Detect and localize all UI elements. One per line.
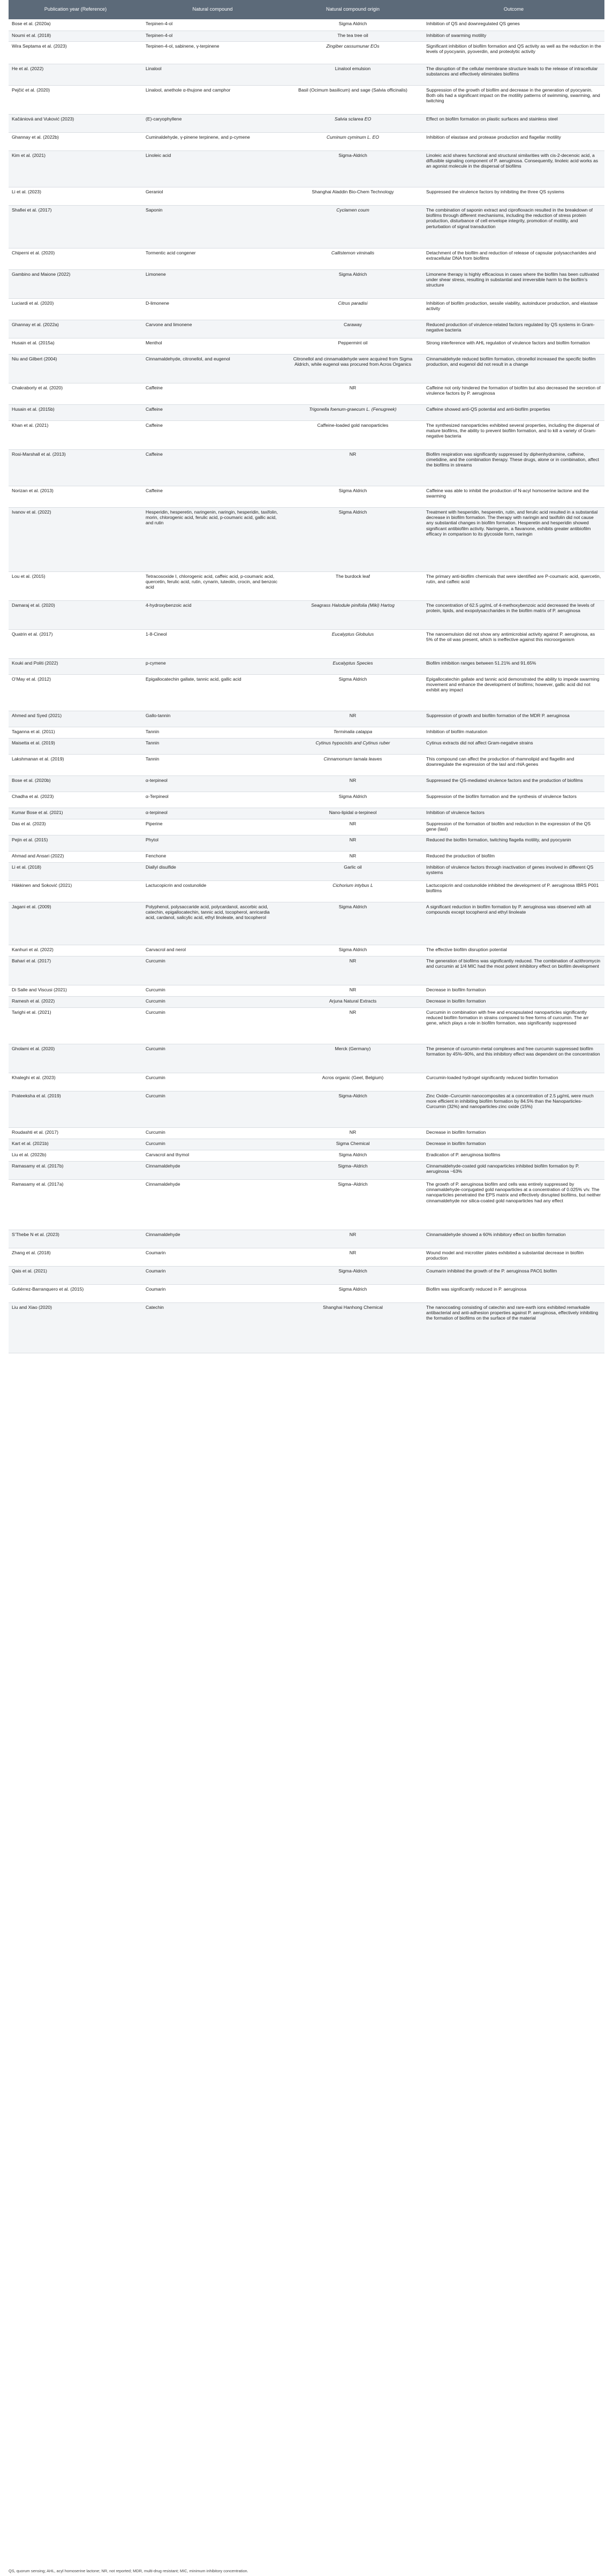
cell-outcome: The disruption of the cellular membrane structure leads to the release of intracellular substances and effectively eliminates biofilms xyxy=(423,64,604,85)
table-row xyxy=(9,629,604,658)
cell-outcome: Inhibition of biofilm maturation xyxy=(423,727,604,738)
cell-reference: Jagani et al. (2009) xyxy=(9,902,142,945)
table-row xyxy=(9,269,604,298)
cell-outcome: A significant reduction in biofilm formation by P. aeruginosa was observed with all compounds except tocopherol and ethyl linoleate xyxy=(423,902,604,945)
table-row xyxy=(9,64,604,85)
cell-reference: Chadha et al. (2023) xyxy=(9,792,142,808)
table-row xyxy=(9,320,604,338)
cell-outcome: Zinc Oxide–Curcumin nanocomposites at a concentration of 2.5 µg/mL were much more efficient in inhibiting biofilm formation by 84.5% than the Nanoparticles-Curcumin (32%) and nanoparticles-zinc oxide (15%) xyxy=(423,1091,604,1127)
table-row xyxy=(9,945,604,956)
header-natural-compound: Natural compound xyxy=(142,0,283,19)
table-row xyxy=(9,1302,604,1353)
table-row xyxy=(9,1073,604,1091)
cell-origin: Cytinus hypocistis and Cytinus ruber xyxy=(283,738,423,754)
table-row xyxy=(9,956,604,985)
cell-outcome: This compound can affect the production of rhamnolipid and flagellin and downregulate the expression of the lasI and rhlA genes xyxy=(423,754,604,775)
cell-outcome: Inhibition of virulence factors through inactivation of genes involved in different QS systems xyxy=(423,862,604,880)
cell-compound: Tannin xyxy=(142,738,283,754)
cell-outcome: Eradication of P. aeruginosa biofilms xyxy=(423,1150,604,1161)
cell-reference: Liu et al. (2022b) xyxy=(9,1150,142,1161)
cell-reference: Khaleghi et al. (2023) xyxy=(9,1073,142,1091)
table-row xyxy=(9,114,604,132)
cell-outcome: The primary anti-biofilm chemicals that were identified are P-coumaric acid, quercetin, rutin, and caffeic acid xyxy=(423,571,604,600)
cell-origin: The tea tree oil xyxy=(283,31,423,41)
cell-origin: NR xyxy=(283,775,423,792)
cell-compound: Terpinen-4-ol xyxy=(142,31,283,41)
cell-compound: Curcumin xyxy=(142,1091,283,1127)
table-row xyxy=(9,338,604,354)
table-row xyxy=(9,835,604,851)
cell-compound: Phytol xyxy=(142,835,283,851)
cell-origin: Cinnamomum tamala leaves xyxy=(283,754,423,775)
cell-outcome: Cinnamaldehyde reduced biofilm formation, citronellol increased the specific biofilm production, and eugenol did not result in a change xyxy=(423,354,604,383)
table-header xyxy=(9,0,604,19)
cell-compound: α-Terpineol xyxy=(142,792,283,808)
table-row xyxy=(9,298,604,320)
cell-compound: p-cymene xyxy=(142,658,283,674)
cell-reference: Pejin et al. (2015) xyxy=(9,835,142,851)
cell-outcome: Reduced production of virulence-related factors regulated by QS systems in Gram-negative bacteria xyxy=(423,320,604,338)
cell-origin: Merck (Germany) xyxy=(283,1044,423,1073)
cell-compound: α-terpineol xyxy=(142,775,283,792)
cell-reference: Ramesh et al. (2022) xyxy=(9,996,142,1007)
header-outcome: Outcome xyxy=(423,0,604,19)
cell-compound: Tetracosoxide I, chlorogenic acid, caffeic acid, p-coumaric acid, quercetin, ferulic acid, rutin, cynarin, luteolin, crocin, and benzoic acid xyxy=(142,571,283,600)
cell-outcome: Significant inhibition of biofilm formation and QS activity as well as the reduction in the levels of pyocyanin, pyoverdin, and proteolytic activity xyxy=(423,41,604,64)
cell-reference: Das et al. (2023) xyxy=(9,819,142,835)
cell-origin: Sigma–Aldrich xyxy=(283,1161,423,1179)
table-row xyxy=(9,19,604,31)
cell-origin: Sigma Aldrich xyxy=(283,486,423,507)
cell-reference: Ramasamy et al. (2017b) xyxy=(9,1161,142,1179)
cell-outcome: Treatment with hesperidin, hesperetin, rutin, and ferulic acid resulted in a substantial decrease in biofilm formation. The therapy with naringin and taxifolin did not cause any substantial changes in biofilm formation. Hesperetin and hesperidin showed significant antibiofilm activity. Naringenin, a flavanone, exhibits greater antibiofilm efficacy in comparison to its glycoside form, naringin xyxy=(423,507,604,571)
cell-origin: Sigma Aldrich xyxy=(283,1284,423,1302)
cell-reference: Kanhuri et al. (2022) xyxy=(9,945,142,956)
cell-origin: NR xyxy=(283,851,423,862)
cell-origin: NR xyxy=(283,1230,423,1248)
cell-compound: Menthol xyxy=(142,338,283,354)
cell-origin: NR xyxy=(283,383,423,404)
cell-origin: Garlic oil xyxy=(283,862,423,880)
cell-outcome: Reduced the production of biofilm xyxy=(423,851,604,862)
cell-reference: Di Salle and Viscusi (2021) xyxy=(9,985,142,996)
cell-outcome: Epigallocatechin gallate and tannic acid demonstrated the ability to impede swarming movement and enhance the development of biofilms; however, gallic acid did not exhibit any impact xyxy=(423,674,604,711)
cell-outcome: Inhibition of virulence factors xyxy=(423,808,604,819)
cell-reference: Kačániová and Vuković (2023) xyxy=(9,114,142,132)
cell-compound: Curcumin xyxy=(142,1073,283,1091)
cell-outcome: Inhibition of biofilm production, sessile viability, autoinducer production, and elastase activity xyxy=(423,298,604,320)
cell-origin: Sigma Aldrich xyxy=(283,792,423,808)
cell-compound: 4-hydroxybenzoic acid xyxy=(142,600,283,629)
cell-origin: Acros organic (Geel, Belgium) xyxy=(283,1073,423,1091)
table-row xyxy=(9,205,604,248)
cell-origin: Sigma Aldrich xyxy=(283,945,423,956)
cell-origin: Linalool emulsion xyxy=(283,64,423,85)
cell-outcome: The concentration of 62.5 µg/mL of 4-methoxybenzoic acid decreased the levels of protein, lipids, and exopolysaccharides in the biofilm matrix of P. aeruginosa xyxy=(423,600,604,629)
table-row xyxy=(9,674,604,711)
cell-compound: Carvacrol and nerol xyxy=(142,945,283,956)
cell-reference: Qais et al. (2021) xyxy=(9,1266,142,1284)
cell-reference: Ahmad and Ansari (2022) xyxy=(9,851,142,862)
cell-reference: Husain et al. (2015b) xyxy=(9,404,142,420)
cell-outcome: Lactucopicrin and costunolide inhibited the development of P. aeruginosa IBRS P001 biofilms xyxy=(423,880,604,902)
cell-reference: Bose et al. (2020a) xyxy=(9,19,142,31)
table-row xyxy=(9,1230,604,1248)
cell-reference: Wira Septama et al. (2023) xyxy=(9,41,142,64)
table-row xyxy=(9,738,604,754)
cell-reference: Rosi-Marshall et al. (2013) xyxy=(9,449,142,486)
cell-origin: Sigma-Aldrich xyxy=(283,1266,423,1284)
cell-reference: Luciardi et al. (2020) xyxy=(9,298,142,320)
cell-reference: Gutiérrez-Barranquero et al. (2015) xyxy=(9,1284,142,1302)
cell-reference: Kouki and Politi (2022) xyxy=(9,658,142,674)
cell-reference: Khan et al. (2021) xyxy=(9,420,142,449)
cell-reference: Häkkinen and Soković (2021) xyxy=(9,880,142,902)
cell-outcome: Suppression of the biofilm formation and the synthesis of virulence factors xyxy=(423,792,604,808)
table-row xyxy=(9,851,604,862)
cell-outcome: Biofilm was significantly reduced in P. aeruginosa xyxy=(423,1284,604,1302)
cell-compound: Tannin xyxy=(142,754,283,775)
cell-outcome: Cytinus extracts did not affect Gram-negative strains xyxy=(423,738,604,754)
cell-origin: Caraway xyxy=(283,320,423,338)
cell-origin: Sigma-Aldrich xyxy=(283,150,423,187)
table-row xyxy=(9,486,604,507)
cell-compound: Linalool, anethole α-thujone and camphor xyxy=(142,85,283,114)
cell-outcome: Caffeine showed anti-QS potential and anti-biofilm properties xyxy=(423,404,604,420)
cell-outcome: Biofilm inhibition ranges between 51.21% and 91.65% xyxy=(423,658,604,674)
cell-outcome: The generation of biofilms was significantly reduced. The combination of azithromycin and curcumin at 1/4 MIC had the most potent inhibitory effect on biofilm development xyxy=(423,956,604,985)
cell-origin: Sigma–Aldrich xyxy=(283,1179,423,1230)
cell-reference: Quatrin et al. (2017) xyxy=(9,629,142,658)
table-row xyxy=(9,1161,604,1179)
table-row xyxy=(9,1266,604,1284)
cell-reference: Lou et al. (2015) xyxy=(9,571,142,600)
table-row xyxy=(9,1007,604,1044)
cell-origin: Cyclamen coum xyxy=(283,205,423,248)
cell-compound: Cuminaldehyde, γ-pinene terpinene, and p-cymene xyxy=(142,132,283,150)
table-row xyxy=(9,775,604,792)
cell-origin: Callistemon viminalis xyxy=(283,248,423,269)
table-row xyxy=(9,862,604,880)
cell-origin: Sigma Aldrich xyxy=(283,269,423,298)
cell-reference: Maisetta et al. (2019) xyxy=(9,738,142,754)
cell-origin: Terminalia catappa xyxy=(283,727,423,738)
cell-reference: Kim et al. (2021) xyxy=(9,150,142,187)
cell-origin: NR xyxy=(283,819,423,835)
cell-origin: The burdock leaf xyxy=(283,571,423,600)
cell-compound: 1-8-Cineol xyxy=(142,629,283,658)
table-row xyxy=(9,808,604,819)
cell-origin: Trigonella foenum-graecum L. (Fenugreek) xyxy=(283,404,423,420)
cell-reference: Li et al. (2018) xyxy=(9,862,142,880)
cell-outcome: Suppression of the growth of biofilm and decrease in the generation of pyocyanin. Both oils had a significant impact on the motility patterns of swimming, swarming, and twitching xyxy=(423,85,604,114)
header-publication-year: Publication year (Reference) xyxy=(9,0,142,19)
table-row xyxy=(9,902,604,945)
cell-compound: Curcumin xyxy=(142,1007,283,1044)
table-row xyxy=(9,754,604,775)
table-row xyxy=(9,150,604,187)
cell-reference: Bose et al. (2020b) xyxy=(9,775,142,792)
cell-reference: Kart et al. (2021b) xyxy=(9,1139,142,1150)
cell-compound: Cinnamaldehyde, citronellol, and eugenol xyxy=(142,354,283,383)
cell-compound: Limonene xyxy=(142,269,283,298)
cell-reference: Roudashti et al. (2017) xyxy=(9,1127,142,1139)
cell-compound: Polyphenol, polysaccaride acid, polycardanol, ascorbic acid, catechin, epigallocatechin, tannic acid, tocopherol, anricardia acid, cardanol, salicylic acid, ethyl linoleate, and tocopherol xyxy=(142,902,283,945)
cell-outcome: Coumarin inhibited the growth of the P. aeruginosa PAO1 biofilm xyxy=(423,1266,604,1284)
cell-reference: Ghannay et al. (2022b) xyxy=(9,132,142,150)
table-row xyxy=(9,1127,604,1139)
cell-outcome: Decrease in biofilm formation xyxy=(423,1139,604,1150)
cell-outcome: Suppressed the virulence factors by inhibiting the three QS systems xyxy=(423,187,604,205)
cell-reference: Bahari et al. (2017) xyxy=(9,956,142,985)
cell-origin: Seagrass Halodule pinifolia (Miki) Hartog xyxy=(283,600,423,629)
cell-compound: Carvone and limonene xyxy=(142,320,283,338)
table-body xyxy=(9,19,604,1353)
cell-reference: He et al. (2022) xyxy=(9,64,142,85)
table-row xyxy=(9,571,604,600)
cell-reference: Pejčić et al. (2020) xyxy=(9,85,142,114)
cell-outcome: The nanocoating consisting of catechin and rare-earth ions exhibited remarkable antibacterial and anti-adhesion properties against P. aeruginosa, effectively inhibiting the formation of biofilms on the surface of the material xyxy=(423,1302,604,1353)
table-row xyxy=(9,132,604,150)
cell-compound: Diallyl disulfide xyxy=(142,862,283,880)
cell-reference: Prateeksha et al. (2019) xyxy=(9,1091,142,1127)
cell-outcome: The synthesized nanoparticles exhibited several properties, including the dispersal of mature biofilms, the ability to prevent biofilm formation, and to kill a variety of Gram-negative bacteria xyxy=(423,420,604,449)
cell-compound: Coumarin xyxy=(142,1266,283,1284)
table-row xyxy=(9,1139,604,1150)
cell-compound: Linalool xyxy=(142,64,283,85)
cell-compound: Fenchone xyxy=(142,851,283,862)
cell-reference: Ivanov et al. (2022) xyxy=(9,507,142,571)
cell-outcome: Curcumin in combination with free and encapsulated nanoparticles significantly reduced biofilm formation in strains compared to free forms of curcumin. The arr gene, which plays a role in biofilm formation, was significantly suppressed xyxy=(423,1007,604,1044)
table-row xyxy=(9,354,604,383)
table-row xyxy=(9,404,604,420)
table-row xyxy=(9,449,604,486)
cell-origin: Cichorium intybus L xyxy=(283,880,423,902)
cell-compound: Caffeine xyxy=(142,383,283,404)
cell-compound: Catechin xyxy=(142,1302,283,1353)
cell-outcome: Cinnamaldehyde showed a 60% inhibitory effect on biofilm formation xyxy=(423,1230,604,1248)
table-row xyxy=(9,507,604,571)
table-row xyxy=(9,658,604,674)
cell-compound: α-terpineol xyxy=(142,808,283,819)
table-row xyxy=(9,819,604,835)
cell-compound: Caffeine xyxy=(142,404,283,420)
header-compound-origin: Natural compound origin xyxy=(283,0,423,19)
table-row xyxy=(9,41,604,64)
cell-reference: Ramasamy et al. (2017a) xyxy=(9,1179,142,1230)
cell-origin: Sigma Aldrich xyxy=(283,902,423,945)
table-row xyxy=(9,85,604,114)
cell-reference: Ahmed and Syed (2021) xyxy=(9,711,142,727)
cell-outcome: Wound model and microtiter plates exhibited a substantial decrease in biofilm production xyxy=(423,1248,604,1266)
cell-reference: Noumi et al. (2018) xyxy=(9,31,142,41)
table-row xyxy=(9,727,604,738)
cell-reference: Liu and Xiao (2020) xyxy=(9,1302,142,1353)
table-row xyxy=(9,383,604,404)
cell-origin: Citronellol and cinnamaldehyde were acquired from Sigma Aldrich, while eugenol was procured from Acros Organics xyxy=(283,354,423,383)
cell-outcome: Inhibition of QS and downregulated QS genes xyxy=(423,19,604,31)
cell-compound: Saponin xyxy=(142,205,283,248)
cell-reference: Chakraborty et al. (2020) xyxy=(9,383,142,404)
cell-compound: Coumarin xyxy=(142,1248,283,1266)
cell-outcome: Effect on biofilm formation on plastic surfaces and stainless steel xyxy=(423,114,604,132)
cell-outcome: Linoleic acid shares functional and structural similarities with cis-2-decenoic acid, a diffusible signaling component of P. aeruginosa. Consequently, linoleic acid works as an agonist molecule in the dispersal of biofilms xyxy=(423,150,604,187)
cell-compound: Piperine xyxy=(142,819,283,835)
cell-outcome: Suppressed the QS-mediated virulence factors and the production of biofilms xyxy=(423,775,604,792)
cell-outcome: Decrease in biofilm formation xyxy=(423,1127,604,1139)
cell-compound: Curcumin xyxy=(142,1139,283,1150)
table-row xyxy=(9,187,604,205)
cell-reference: Gholami et al. (2020) xyxy=(9,1044,142,1073)
cell-outcome: Caffeine not only hindered the formation of biofilm but also decreased the secretion of virulence factors by P. aeruginosa xyxy=(423,383,604,404)
cell-origin: NR xyxy=(283,985,423,996)
cell-origin: Nano-lipidal α-terpineol xyxy=(283,808,423,819)
cell-origin: NR xyxy=(283,835,423,851)
table-row xyxy=(9,1284,604,1302)
cell-reference: Husain et al. (2015a) xyxy=(9,338,142,354)
cell-reference: Damaraj et al. (2020) xyxy=(9,600,142,629)
cell-reference: O’May et al. (2012) xyxy=(9,674,142,711)
cell-origin: Basil (Ocimum basilicum) and sage (Salvia officinalis) xyxy=(283,85,423,114)
cell-outcome: The combination of saponin extract and ciprofloxacin resulted in the breakdown of biofilms through different mechanisms, including the reduction of stress protein production, disturbance of cell envelope integrity, promotion of motility, and perturbation of signal transduction xyxy=(423,205,604,248)
cell-origin: NR xyxy=(283,956,423,985)
cell-reference: Niu and Gilbert (2004) xyxy=(9,354,142,383)
cell-reference: Kumar Bose et al. (2021) xyxy=(9,808,142,819)
cell-origin: Zingiber cassumunar EOs xyxy=(283,41,423,64)
cell-compound: Caffeine xyxy=(142,486,283,507)
cell-compound: Hesperidin, hesperetin, naringenin, naringin, hesperidin, taxifolin, morin, chlorogenic acid, ferulic acid, p-coumaric acid, gallic acid, and rutin xyxy=(142,507,283,571)
cell-reference: Shafiei et al. (2017) xyxy=(9,205,142,248)
cell-origin: Peppermint oil xyxy=(283,338,423,354)
compounds-table xyxy=(9,0,604,1353)
cell-outcome: The growth of P. aeruginosa biofilm and cells was entirely suppressed by cinnamaldehyde-conjugated gold nanoparticles at a concentration of 0.025% v/v. The nanoparticles penetrated the EPS matrix and effectively disrupted biofilms, but neither cinnamaldehyde nor silica-coated gold nanoparticles had any effect xyxy=(423,1179,604,1230)
cell-reference: Taganna et al. (2011) xyxy=(9,727,142,738)
cell-compound: Terpinen-4-ol, sabinene, γ-terpinene xyxy=(142,41,283,64)
cell-origin: Salvia sclarea EO xyxy=(283,114,423,132)
cell-compound: Caffeine xyxy=(142,449,283,486)
cell-origin: Cuminum cyminum L. EO xyxy=(283,132,423,150)
cell-origin: Sigma Chemical xyxy=(283,1139,423,1150)
cell-origin: Eucalyptus Globulus xyxy=(283,629,423,658)
table-row xyxy=(9,792,604,808)
cell-reference: S’Thebe N et al. (2023) xyxy=(9,1230,142,1248)
table-row xyxy=(9,996,604,1007)
cell-compound: Epigallocatechin gallate, tannic acid, gallic acid xyxy=(142,674,283,711)
cell-origin: NR xyxy=(283,1127,423,1139)
cell-outcome: Suppression of the formation of biofilm and reduction in the expression of the QS gene (lasI) xyxy=(423,819,604,835)
cell-compound: Tormentic acid congener xyxy=(142,248,283,269)
cell-outcome: Suppression of growth and biofilm formation of the MDR P. aeruginosa xyxy=(423,711,604,727)
cell-outcome: The presence of curcumin-metal complexes and free curcumin suppressed biofilm formation by 45%–90%, and this inhibitory effect was dependent on the concentration xyxy=(423,1044,604,1073)
table-row xyxy=(9,711,604,727)
cell-compound: Curcumin xyxy=(142,956,283,985)
cell-origin: Arjuna Natural Extracts xyxy=(283,996,423,1007)
cell-outcome: Inhibition of elastase and protease production and flagellar motility xyxy=(423,132,604,150)
cell-outcome: Curcumin-loaded hydrogel significantly reduced biofilm formation xyxy=(423,1073,604,1091)
cell-reference: Lakshmanan et al. (2019) xyxy=(9,754,142,775)
cell-compound: Cinnamaldehyde xyxy=(142,1230,283,1248)
cell-compound: Linoleic acid xyxy=(142,150,283,187)
cell-outcome: Inhibition of swarming motility xyxy=(423,31,604,41)
cell-compound: Curcumin xyxy=(142,1127,283,1139)
cell-origin: NR xyxy=(283,449,423,486)
cell-compound: Tannin xyxy=(142,727,283,738)
cell-outcome: Detachment of the biofilm and reduction of release of capsular polysaccharides and extracellular DNA from biofilms xyxy=(423,248,604,269)
cell-compound: Curcumin xyxy=(142,985,283,996)
cell-compound: Cinnamaldehyde xyxy=(142,1179,283,1230)
cell-origin: Sigma-Aldrich xyxy=(283,1091,423,1127)
cell-compound: D-limonene xyxy=(142,298,283,320)
cell-compound: Cinnamaldehyde xyxy=(142,1161,283,1179)
cell-reference: Norizan et al. (2013) xyxy=(9,486,142,507)
cell-reference: Li et al. (2023) xyxy=(9,187,142,205)
cell-compound: Carvacrol and thymol xyxy=(142,1150,283,1161)
cell-reference: Zhang et al. (2018) xyxy=(9,1248,142,1266)
cell-outcome: Caffeine was able to inhibit the production of N-acyl homoserine lactone and the swarming xyxy=(423,486,604,507)
cell-origin: Sigma Aldrich xyxy=(283,507,423,571)
table-row xyxy=(9,1179,604,1230)
cell-outcome: Decrease in biofilm formation xyxy=(423,985,604,996)
table-row xyxy=(9,248,604,269)
cell-outcome: Limonene therapy is highly efficacious in cases where the biofilm has been cultivated under shear stress, resulting in substantial and irreversible harm to the biofilm’s structure xyxy=(423,269,604,298)
cell-compound: Geraniol xyxy=(142,187,283,205)
table-row xyxy=(9,420,604,449)
table-row xyxy=(9,1044,604,1073)
cell-compound: Curcumin xyxy=(142,1044,283,1073)
table-row xyxy=(9,1091,604,1127)
cell-origin: Sigma Aldrich xyxy=(283,674,423,711)
cell-outcome: Strong interference with AHL regulation of virulence factors and biofilm formation xyxy=(423,338,604,354)
cell-reference: Chiperni et al. (2020) xyxy=(9,248,142,269)
cell-outcome: Decrease in biofilm formation xyxy=(423,996,604,1007)
table-row xyxy=(9,1150,604,1161)
cell-reference: Gambino and Maione (2022) xyxy=(9,269,142,298)
cell-compound: Curcumin xyxy=(142,996,283,1007)
cell-origin: Shanghai Hanhong Chemical xyxy=(283,1302,423,1353)
table-row xyxy=(9,880,604,902)
cell-origin: Eucalyptus Species xyxy=(283,658,423,674)
cell-outcome: Cinnamaldehyde-coated gold nanoparticles inhibited biofilm formation by P. aeruginosa ~63% xyxy=(423,1161,604,1179)
cell-reference: Tarighi et al. (2021) xyxy=(9,1007,142,1044)
cell-outcome: Biofilm respiration was significantly suppressed by diphenhydramine, caffeine, cimetidine, and the combination therapy. These drugs, alone or in combination, affect the biofilms in streams xyxy=(423,449,604,486)
cell-compound: Coumarin xyxy=(142,1284,283,1302)
cell-outcome: Reduced the biofilm formation, twitching flagella motility, and pyocyanin xyxy=(423,835,604,851)
cell-compound: Lactucopicrin and costunolide xyxy=(142,880,283,902)
cell-origin: NR xyxy=(283,1248,423,1266)
cell-origin: Sigma Aldrich xyxy=(283,1150,423,1161)
table-row xyxy=(9,985,604,996)
cell-compound: (E)-caryophyllene xyxy=(142,114,283,132)
cell-origin: Citrus paradisi xyxy=(283,298,423,320)
cell-compound: Gallo-tannin xyxy=(142,711,283,727)
cell-origin: NR xyxy=(283,1007,423,1044)
table-row xyxy=(9,600,604,629)
cell-origin: Caffeine-loaded gold nanoparticles xyxy=(283,420,423,449)
cell-compound: Caffeine xyxy=(142,420,283,449)
cell-outcome: The effective biofilm disruption potential xyxy=(423,945,604,956)
cell-origin: Shanghai Aladdin Bio-Chem Technology xyxy=(283,187,423,205)
cell-outcome: The nanoemulsion did not show any antimicrobial activity against P. aeruginosa, as 5% of the oil was present, which is ineffective against this microorganism xyxy=(423,629,604,658)
cell-reference: Ghannay et al. (2022a) xyxy=(9,320,142,338)
cell-origin: Sigma Aldrich xyxy=(283,19,423,31)
cell-compound: Terpinen-4-ol xyxy=(142,19,283,31)
table-row xyxy=(9,1248,604,1266)
table-footnote: QS, quorum sensing; AHL, acyl homoserine lactone; NR, not reported; MDR, multi-drug resistant; MIC, minimum inhibitory concentration. xyxy=(9,2569,248,2573)
table-row xyxy=(9,31,604,41)
cell-origin: NR xyxy=(283,711,423,727)
